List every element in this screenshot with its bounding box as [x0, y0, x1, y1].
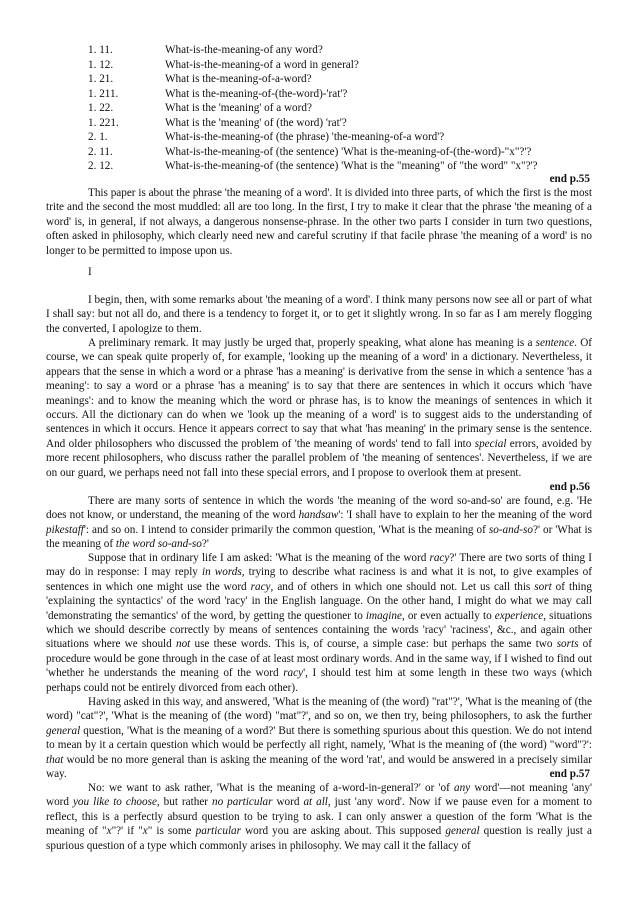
entry-number: 1. 11. — [88, 44, 113, 56]
entry-text: What-is-the-meaning-of (the sentence) 'What is the "meaning" of "the word" "x"?'? — [165, 160, 538, 172]
body-paragraph: Suppose that in ordinary life I am asked: 'What is the meaning of the word racy?' There are two sorts of thing I may do in response: I may reply in words, trying to describe what raciness is and what it is not, to give examples of sentences in which one might use the word racy, and of others in which one should not. Let us call this sort of thing 'explaining the syntactics' of the word 'racy' in the English language. On the other hand, I might do what we may call 'demonstrating the semantics' of the word, by getting the questioner to imagine, or even actually to experience, situations which we should describe correctly by means of sentences containing the words 'racy' 'raciness', &c., and again other situations where we should not use these words. This is, of course, a simple case: but perhaps the same two sorts of procedure would be gone through in the case of at least most ordinary words. And in the same way, if I wished to find out 'whether he understands the meaning of the word racy', I should test him at some length in these two ways (which perhaps could not be entirely divorced from each other). — [46, 552, 593, 694]
entry-number: 1. 22. — [88, 102, 114, 114]
entry-number: 1. 211. — [88, 87, 119, 100]
contents-entry — [88, 43, 628, 58]
page-end-marker: end p.57 — [549, 768, 590, 780]
contents-entry — [88, 72, 628, 87]
body-paragraph: A preliminary remark. It may justly be urged that, properly speaking, what alone has meaning is a sentence. Of course, we can speak quite properly of, for example, 'looking up the meaning of a word' in a dictionary. Nevertheless, it appears that the sense in which a word or a phrase 'has a meaning' is derivative from the sense in which a sentence 'has a meaning': to say a word or a phrase 'has a meaning' is to say that there are sentences in which it occurs which 'have meanings': and to know the meaning which the word or phrase has, is to know the meanings of sentences in which it occurs. All the dictionary can do when we 'look up the meaning of a word' is to suggest aids to the understanding of sentences in which it occurs. Hence it appears correct to say that what 'has meaning' in the primary sense is the sentence. And older philosophers who discussed the problem of 'the meaning of words' tend to fall into special errors, avoided by more recent philosophers, who discuss rather the parallel problem of 'the meaning of sentences'. Nevertheless, if we are on our guard, we perhaps need not fall into these special errors, and I propose to overlook them at present. — [46, 337, 593, 479]
body-paragraph: No: we want to ask rather, 'What is the meaning of a-word-in-general?' or 'of any word'—not meaning 'any' word you like to choose, but rather no particular word at all, just 'any word'. Now if we pause even for a moment to reflect, this is a perfectly absurd question to be trying to ask. I can only answer a question of the form 'What is the meaning of "x"?' if "x" is some particular word you are asking about. This supposed general question is really just a spurious question of a type which commonly arises in philosophy. We may call it the fallacy of — [46, 782, 592, 852]
entry-number: 2. 11. — [88, 145, 113, 158]
contents-entry — [88, 101, 628, 116]
entry-number: 2. 12. — [88, 160, 114, 172]
contents-list — [88, 43, 628, 174]
entry-number: 1. 221. — [88, 116, 119, 129]
entry-number: 2. 1. — [88, 131, 108, 143]
contents-entry — [88, 145, 628, 160]
page-end-marker: end p.56 — [549, 481, 590, 493]
contents-entry — [88, 159, 628, 174]
contents-entry — [88, 116, 628, 131]
entry-text: What-is-the-meaning-of any word? — [165, 44, 323, 56]
page-end-marker: end p.55 — [549, 173, 590, 185]
contents-entry — [88, 58, 628, 73]
entry-text: What is the 'meaning' of a word? — [165, 102, 312, 114]
entry-text: What-is-the-meaning-of (the phrase) 'the-meaning-of-a word'? — [165, 131, 445, 143]
entry-number: 1. 21. — [88, 73, 114, 85]
entry-text: What is the 'meaning' of (the word) 'rat'? — [165, 116, 347, 129]
entry-text: What is the-meaning-of-(the-word)-'rat'? — [165, 87, 348, 100]
entry-text: What-is-the-meaning-of (the sentence) 'What is the-meaning-of-(the-word)-"x"?'? — [165, 145, 532, 158]
entry-text: What is the-meaning-of-a-word? — [165, 73, 312, 85]
body-paragraph: I begin, then, with some remarks about 'the meaning of a word'. I think many persons now see all or part of what I shall say: but not all do, and there is a tendency to forget it, or to get it slightly wrong. In so far as I am merely flogging the converted, I apologize to them. — [46, 294, 592, 335]
body-paragraph: Having asked in this way, and answered, 'What is the meaning of (the word) "rat"?', 'What is the meaning of (the word) "cat"?', 'What is the meaning of (the word) "mat"?', and so on, we then try, being philosophers, to ask the further general question, 'What is the meaning of a word?' But there is something spurious about this question. We do not intend to mean by it a certain question which would be perfectly all right, namely, 'What is the meaning of (the word) "word"?': that would be no more general than is asking the meaning of the word 'rat', and would be answered in a precisely similar way. — [46, 696, 592, 781]
section-heading: I — [88, 266, 92, 278]
contents-entry — [88, 130, 628, 145]
intro-paragraph: This paper is about the phrase 'the meaning of a word'. It is divided into three parts, of which the first is the most trite and the second the most muddled: all are too long. In the first, I try to make it clear that the phrase 'the meaning of a word' is, in general, if not always, a dangerous nonsense-phrase. In the other two parts I consider in turn two questions, often asked in philosophy, which clearly need new and careful scrutiny if that facile phrase 'the meaning of a word' is no longer to be permitted to impose upon us. — [46, 187, 592, 257]
entry-text: What-is-the-meaning-of a word in general? — [165, 58, 359, 71]
body-paragraph: There are many sorts of sentence in which the words 'the meaning of the word so-and-so' are found, e.g. 'He does not know, or understand, the meaning of the word handsaw': 'I shall have to explain to her the meaning of the word pikestaff': and so on. I intend to consider primarily the common question, 'What is the meaning of so-and-so?' or 'What is the meaning of the word so-and-so?' — [46, 495, 592, 551]
contents-entry — [88, 87, 628, 102]
entry-number: 1. 12. — [88, 58, 114, 71]
